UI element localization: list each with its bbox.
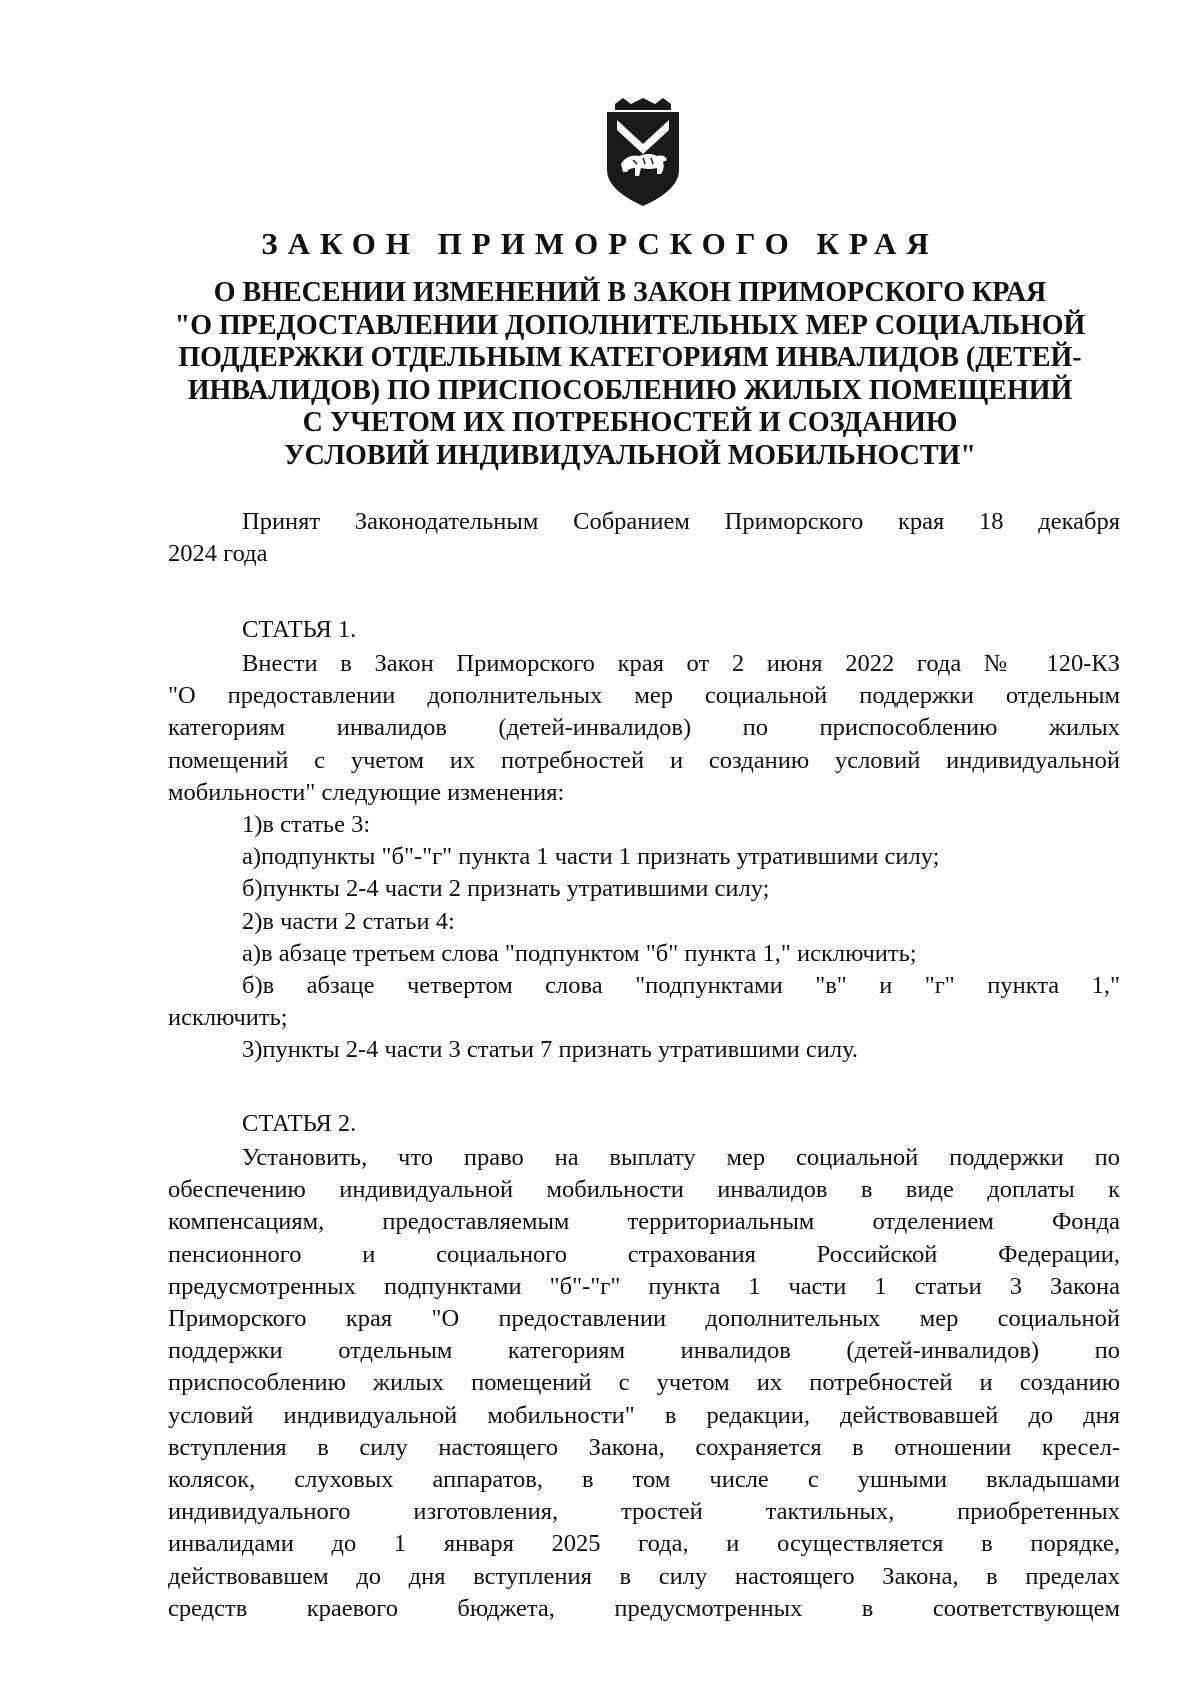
text-line: поддержки отдельным категориям инвалидов (детей-инвалидов) по bbox=[168, 1337, 1120, 1365]
text-line: категориям инвалидов (детей-инвалидов) по приспособлению жилых bbox=[168, 714, 1120, 742]
text-line: 1)в статье 3: bbox=[242, 811, 371, 839]
text-line: средств краевого бюджета, предусмотренных в соответствующем bbox=[168, 1594, 1120, 1622]
text-line: Внести в Закон Приморского края от 2 июня 2022 года № 120-КЗ bbox=[242, 650, 1120, 677]
text-line: Приморского края "О предоставлении дополнительных мер социальной bbox=[168, 1305, 1120, 1333]
text-line: обеспечению индивидуальной мобильности инвалидов в виде доплаты к bbox=[168, 1176, 1120, 1204]
text-line: условий индивидуальной мобильности" в редакции, действовавшей до дня bbox=[168, 1401, 1120, 1429]
law-title: ЗАКОН ПРИМОРСКОГО КРАЯ bbox=[261, 226, 939, 261]
text-line: действовавшем до дня вступления в силу настоящего Закона, в пределах bbox=[168, 1562, 1120, 1590]
text-line: Установить, что право на выплату мер социальной поддержки по bbox=[242, 1144, 1120, 1171]
text-line: а)в абзаце третьем слова "подпунктом "б" пункта 1," исключить; bbox=[242, 939, 917, 967]
text-line: "О предоставлении дополнительных мер социальной поддержки отдельным bbox=[168, 682, 1120, 710]
law-subtitle bbox=[160, 277, 1100, 472]
text-line: предусмотренных подпунктами "б"-"г" пункта 1 части 1 статьи 3 Закона bbox=[168, 1272, 1120, 1300]
article-1-body bbox=[168, 648, 1120, 1067]
text-line: инвалидами до 1 января 2025 года, и осуществляется в порядке, bbox=[168, 1530, 1120, 1558]
subtitle-line: "О ПРЕДОСТАВЛЕНИИ ДОПОЛНИТЕЛЬНЫХ МЕР СОЦИАЛЬНОЙ bbox=[174, 309, 1086, 341]
text-line: б)пункты 2-4 части 2 признать утратившими силу; bbox=[242, 875, 770, 903]
article-2-heading bbox=[168, 1108, 1120, 1140]
subtitle-line: УСЛОВИЙ ИНДИВИДУАЛЬНОЙ МОБИЛЬНОСТИ" bbox=[284, 439, 976, 471]
coat-of-arms-icon bbox=[603, 98, 683, 208]
text-line: компенсациям, предоставляемым территориальным отделением Фонда bbox=[168, 1208, 1120, 1236]
text-line: приспособлению жилых помещений с учетом их потребностей и созданию bbox=[168, 1369, 1120, 1397]
text-line: 3)пункты 2-4 части 3 статьи 7 признать утратившими силу. bbox=[242, 1036, 859, 1064]
subtitle-line: ПОДДЕРЖКИ ОТДЕЛЬНЫМ КАТЕГОРИЯМ ИНВАЛИДОВ (ДЕТЕЙ- bbox=[178, 342, 1082, 373]
article-heading: СТАТЬЯ 2. bbox=[242, 1110, 357, 1137]
article-2-body bbox=[168, 1142, 1120, 1625]
article-heading: СТАТЬЯ 1. bbox=[242, 616, 357, 643]
subtitle-line: ИНВАЛИДОВ) ПО ПРИСПОСОБЛЕНИЮ ЖИЛЫХ ПОМЕЩЕНИЙ bbox=[187, 374, 1073, 406]
subtitle-line: О ВНЕСЕНИИ ИЗМЕНЕНИЙ В ЗАКОН ПРИМОРСКОГО КРАЯ bbox=[213, 277, 1047, 308]
text-line: вступления в силу настоящего Закона, сохраняется в отношении кресел- bbox=[168, 1433, 1120, 1461]
text-line: 2024 года bbox=[168, 540, 268, 568]
adoption-statement bbox=[168, 506, 1120, 570]
text-line: 2)в части 2 статьи 4: bbox=[242, 907, 455, 935]
text-line: колясок, слуховых аппаратов, в том числе с ушными вкладышами bbox=[168, 1466, 1120, 1494]
text-line: а)подпункты "б"-"г" пункта 1 части 1 признать утратившими силу; bbox=[242, 843, 940, 871]
text-line: Принят Законодательным Собранием Приморского края 18 декабря bbox=[242, 508, 1120, 535]
subtitle-line: С УЧЕТОМ ИХ ПОТРЕБНОСТЕЙ И СОЗДАНИЮ bbox=[302, 407, 958, 438]
text-line: б)в абзаце четвертом слова "подпунктами "в" и "г" пункта 1," bbox=[242, 972, 1120, 1000]
article-1-heading bbox=[168, 614, 1120, 646]
text-line: мобильности" следующие изменения: bbox=[168, 778, 565, 806]
text-line: исключить; bbox=[168, 1004, 288, 1032]
text-line: пенсионного и социального страхования Российской Федерации, bbox=[168, 1240, 1120, 1268]
text-line: помещений с учетом их потребностей и созданию условий индивидуальной bbox=[168, 746, 1120, 774]
text-line: индивидуального изготовления, тростей тактильных, приобретенных bbox=[168, 1498, 1120, 1526]
